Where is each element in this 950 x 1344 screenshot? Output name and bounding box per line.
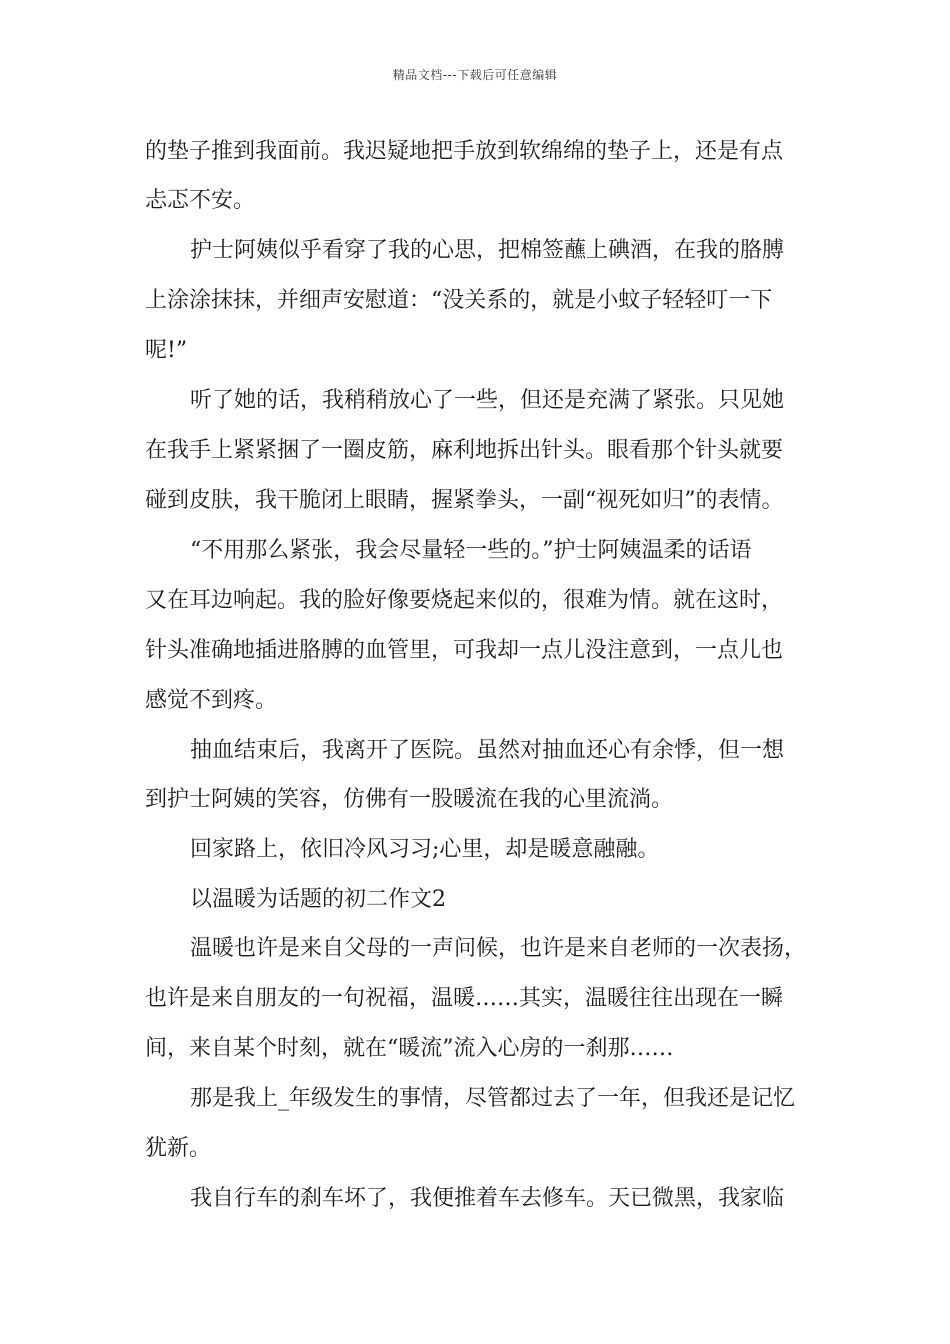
text-line: 听了她的话，我稍稍放心了一些，但还是充满了紧张。只见她 xyxy=(190,388,785,413)
text-line: 感觉不到疼。 xyxy=(145,688,278,713)
text-line: 又在耳边响起。我的脸好像要烧起来似的，很难为情。就在这时， xyxy=(145,588,784,613)
text-line: 碰到皮肤，我干脆闭上眼睛，握紧拳头，一副“视死如归”的表情。 xyxy=(145,488,784,513)
text-line: 抽血结束后，我离开了医院。虽然对抽血还心有余悸，但一想 xyxy=(190,738,785,763)
text-line: 温暖也许是来自父母的一声问候，也许是来自老师的一次表扬， xyxy=(190,936,807,961)
text-line: 护士阿姨似乎看穿了我的心思，把棉签蘸上碘酒，在我的胳膊 xyxy=(190,238,785,263)
text-line: 也许是来自朋友的一句祝福，温暖……其实，温暖往往出现在一瞬 xyxy=(145,986,784,1011)
section-title: 以温暖为话题的初二作文2 xyxy=(190,887,446,912)
text-line: 针头准确地插进胳膊的血管里，可我却一点儿没注意到，一点儿也 xyxy=(145,638,784,663)
text-line: 那是我上_年级发生的事情，尽管都过去了一年，但我还是记忆 xyxy=(190,1086,796,1111)
page-header: 精品文档---下载后可任意编辑 xyxy=(392,68,558,82)
text-line: 的垫子推到我面前。我迟疑地把手放到软绵绵的垫子上，还是有点 xyxy=(145,139,784,164)
text-line: 呢!” xyxy=(145,338,188,363)
text-line: 上涂涂抹抹，并细声安慰道：“没关系的，就是小蚊子轻轻叮一下 xyxy=(145,288,773,313)
text-line: 忐忑不安。 xyxy=(145,188,256,213)
text-line: 在我手上紧紧捆了一圈皮筋，麻利地拆出针头。眼看那个针头就要 xyxy=(145,438,784,463)
text-line: “不用那么紧张，我会尽量轻一些的。”护士阿姨温柔的话语 xyxy=(190,538,752,563)
text-line: 回家路上，依旧冷风习习;心里，却是暖意融融。 xyxy=(190,837,660,862)
text-line: 到护士阿姨的笑容，仿佛有一股暖流在我的心里流淌。 xyxy=(145,787,674,812)
text-line: 间，来自某个时刻，就在“暖流”流入心房的一刹那…… xyxy=(145,1036,674,1061)
text-line: 我自行车的刹车坏了，我便推着车去修车。天已微黑，我家临 xyxy=(190,1186,785,1211)
text-line: 犹新。 xyxy=(145,1136,212,1161)
